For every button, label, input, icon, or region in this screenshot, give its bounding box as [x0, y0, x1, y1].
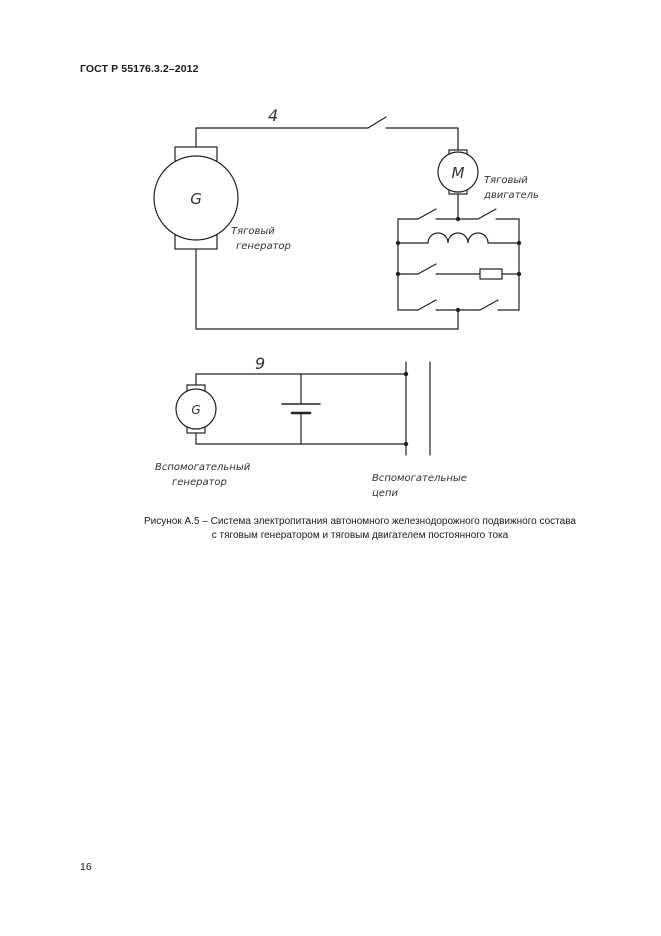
wire-label-main: 4 [268, 106, 279, 125]
traction-generator-label-1: Тяговый [231, 226, 275, 237]
traction-circuit [154, 117, 519, 329]
battery-symbol [282, 374, 320, 444]
field-switch-bottom-left [418, 300, 436, 310]
figure-caption-line-2: с тяговым генератором и тяговым двигателем постоянного тока [211, 530, 509, 541]
traction-motor-label-2: двигатель [484, 190, 539, 201]
wire-label-aux: 9 [255, 354, 266, 373]
traction-motor-letter: M [451, 164, 465, 182]
aux-generator-letter: G [191, 403, 201, 417]
traction-generator-letter: G [190, 190, 202, 208]
junction-dots [396, 217, 521, 446]
figure-caption-line-1: Рисунок А.5 – Система электропитания автономного железнодорожного подвижного состава [144, 516, 576, 527]
field-switch-top-right [478, 209, 496, 219]
traction-motor-label-1: Тяговый [484, 175, 528, 186]
auxiliary-circuit [176, 362, 430, 455]
page-number: 16 [80, 861, 92, 873]
main-top-wire [196, 128, 368, 147]
main-return-wire [196, 249, 458, 329]
traction-generator-label-2: генератор [236, 241, 291, 252]
field-resistor [480, 269, 502, 279]
main-top-wire-right [386, 128, 458, 150]
aux-circuits-label-1: Вспомогательные [372, 473, 467, 484]
aux-circuits-label-2: цепи [372, 488, 398, 499]
main-switch [368, 117, 386, 128]
aux-generator-label-2: генератор [172, 477, 227, 488]
field-switch-bottom-right [480, 300, 498, 310]
field-switch-mid [418, 264, 436, 274]
field-switch-top-left [418, 209, 436, 219]
aux-generator-label-1: Вспомогательный [155, 462, 251, 473]
figure-caption [110, 515, 610, 543]
field-inductor [398, 233, 519, 243]
document-id: ГОСТ Р 55176.3.2–2012 [80, 63, 199, 75]
